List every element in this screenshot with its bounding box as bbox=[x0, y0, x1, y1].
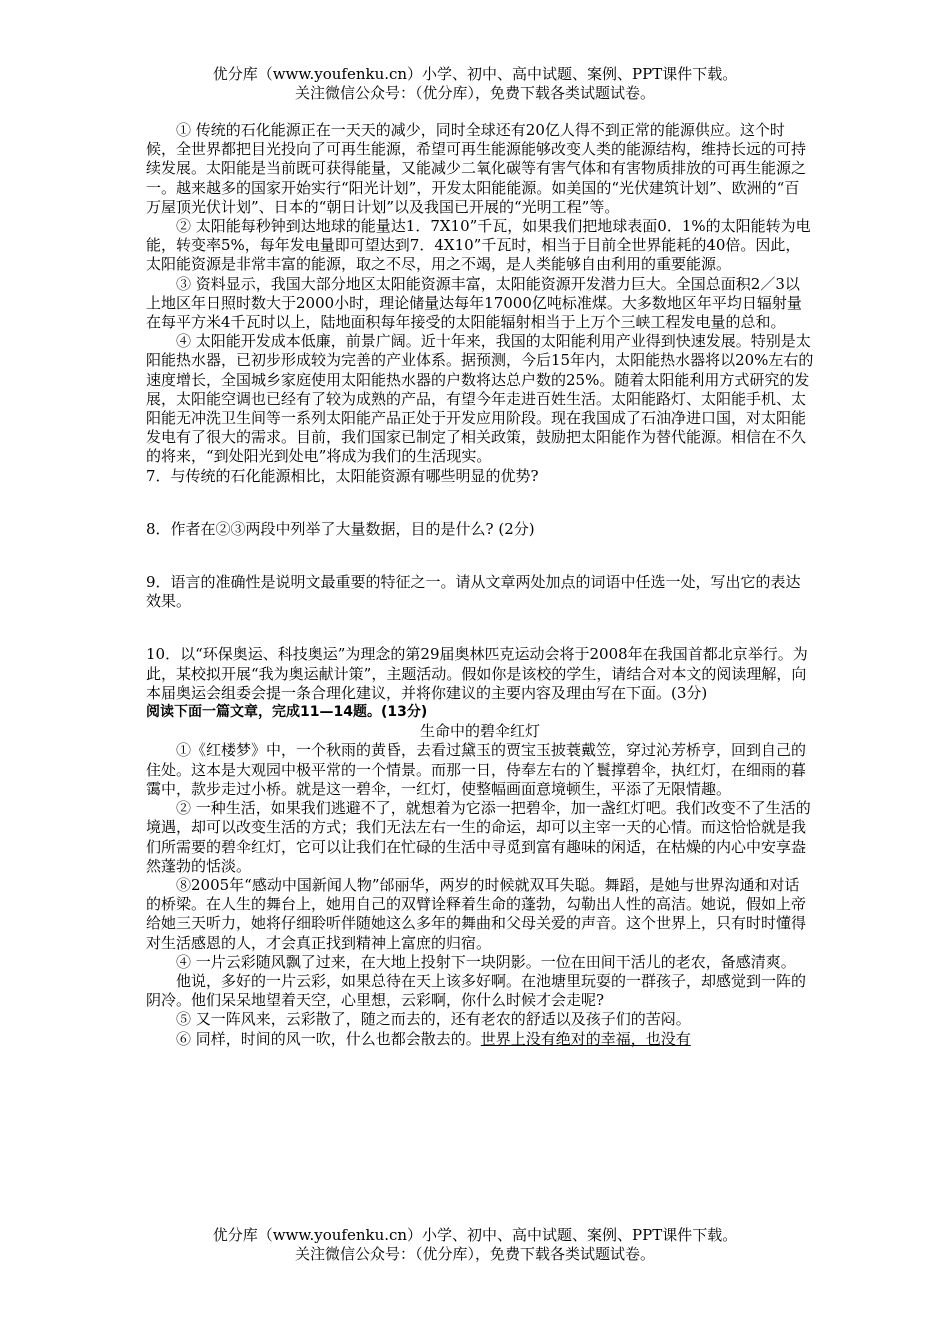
question-7: 7．与传统的石化能源相比，太阳能资源有哪些明显的优势? bbox=[146, 466, 539, 485]
article2-paragraph-4: ④ 一片云彩随风飘了过来，在大地上投射下一块阴影。一位在田间干活儿的老农，备感清爽。 bbox=[176, 952, 796, 971]
article2-paragraph-6: ⑤ 又一阵风来，云彩散了，随之而去的，还有老农的舒适以及孩子们的苦闷。 bbox=[176, 1010, 691, 1029]
header-line-2: 关注微信公众号：（优分库），免费下载各类试题试卷。 bbox=[294, 84, 655, 102]
article2-title: 生命中的碧伞红灯 bbox=[419, 722, 540, 741]
question-10: 10．以“环保奥运、科技奥运”为理念的第29届奥林匹克运动会将于2008年在我国首都北京举行。为此，某校拟开展“我为奥运献计策”，主题活动。假如你是该校的学生，请结合对本文的阅读理解，向本届奥运会组委会提一条合理化建议，并将你建议的主要内容及理由写在下面。(3分) bbox=[146, 645, 808, 702]
question-8: 8．作者在②③两段中列举了大量数据，目的是什么? (2分) bbox=[146, 519, 535, 538]
page-header bbox=[0, 65, 950, 103]
answer-space-8 bbox=[146, 539, 814, 573]
exam-content bbox=[146, 121, 814, 1049]
article2-paragraph-1: ①《红楼梦》中，一个秋雨的黄昏，去看过黛玉的贾宝玉披蓑戴笠，穿过沁芳桥亨，回到自己的住处。这本是大观园中极平常的一个情景。而那一日，侍奉左右的丫鬟撑碧伞，执红灯，在细雨的暮霭中，款步走过小桥。就是这一碧伞，一红灯，使整幅画面意境顿生，平添了无限情趣。 bbox=[146, 741, 807, 798]
footer-line-2: 关注微信公众号：（优分库），免费下载各类试题试卷。 bbox=[294, 1245, 655, 1263]
underlined-sentence: 世界上没有绝对的幸福，也没有 bbox=[480, 1029, 691, 1048]
header-line-1: 优分库（www.youfenku.cn）小学、初中、高中试题、案例、PPT课件下载。 bbox=[212, 65, 738, 83]
article2-paragraph-5: 他说，多好的一片云彩，如果总待在天上该多好啊。在池塘里玩耍的一群孩子，却感觉到一阵的阴冷。他们呆呆地望着天空，心里想，云彩啊，你什么时候才会走呢? bbox=[146, 971, 807, 1010]
answer-space-9 bbox=[146, 611, 814, 645]
page-footer bbox=[0, 1226, 950, 1264]
section-heading: 阅读下面一篇文章，完成11—14题。(13分) bbox=[146, 704, 428, 721]
article1-paragraph-2: ② 太阳能每秒钟到达地球的能量达1．7X10”千瓦，如果我们把地球表面0．1%的太阳能转为电能，转变率5%，每年发电量即可望达到7．4X10”千瓦时，相当于目前全世界能耗的40倍。因此，太阳能资源是非常丰富的能源，取之不尽，用之不竭，是人类能够自由利用的重要能源。 bbox=[146, 217, 811, 274]
footer-line-1: 优分库（www.youfenku.cn）小学、初中、高中试题、案例、PPT课件下载。 bbox=[212, 1226, 738, 1244]
article1-paragraph-3: ③ 资料显示，我国大部分地区太阳能资源丰富，太阳能资源开发潜力巨大。全国总面积2／3以上地区年日照时数大于2000小时，理论储量达每年17000亿吨标准煤。大多数地区年平均日辐射量在每平方米4千瓦时以上，陆地面积每年接受的太阳能辐射相当于上万个三峡工程发电量的总和。 bbox=[146, 274, 802, 332]
article1-paragraph-1: ① 传统的石化能源正在一天天的减少，同时全球还有20亿人得不到正常的能源供应。这个时候，全世界都把目光投向了可再生能源，希望可再生能源能够改变人类的能源结构，维持长远的可持续发展。太阳能是当前既可获得能量，又能减少二氧化碳等有害气体和有害物质排放的可再生能源之一。越来越多的国家开始实行“阳光计划”，开发太阳能能源。如美国的“光伏建筑计划”、欧洲的“百万屋顶光伏计划”、日本的“朝日计划”以及我国已开展的“光明工程”等。 bbox=[146, 121, 807, 216]
question-9: 9．语言的准确性是说明文最重要的特征之一。请从文章两处加点的词语中任选一处，写出它的表达效果。 bbox=[146, 573, 801, 611]
article2-paragraph-7 bbox=[146, 1030, 814, 1049]
answer-space-7 bbox=[146, 486, 814, 520]
article2-paragraph-2: ② 一种生活，如果我们逃避不了，就想着为它添一把碧伞，加一盏红灯吧。我们改变不了生活的境遇，却可以改变生活的方式；我们无法左右一生的命运，却可以主宰一天的心情。而这恰恰就是我们所需要的碧伞红灯，它可以让我们在忙碌的生活中寻觅到富有趣味的闲适，在枯燥的内心中安享盎然蓬勃的恬淡。 bbox=[146, 799, 811, 875]
article1-paragraph-4: ④ 太阳能开发成本低廉，前景广阔。近十年来，我国的太阳能利用产业得到快速发展。特别是太阳能热水器，已初步形成较为完善的产业体系。据预测，今后15年内，太阳能热水器将以20%左右的速度增长，全国城乡家庭使用太阳能热水器的户数将达总户数的25%。随着太阳能利用方式研究的发展，太阳能空调也已经有了较为成熟的产品，有望今年走进百姓生活。太阳能路灯、太阳能手机、太阳能无冲洗卫生间等一系列太阳能产品正处于开发应用阶段。现在我国成了石油净进口国，对太阳能发电有了很大的需求。目前，我们国家已制定了相关政策，鼓励把太阳能作为替代能源。相信在不久的将来，“到处阳光到处电”将成为我们的生活现实。 bbox=[146, 332, 814, 466]
article2-paragraph-3: ⑧2005年“感动中国新闻人物”邰丽华，两岁的时候就双耳失聪。舞蹈，是她与世界沟通和对话的桥梁。在人生的舞台上，她用自己的双臂诠释着生命的蓬勃，勾勒出人性的高洁。她说，假如上帝给她三天听力，她将仔细聆听伴随她这么多年的舞曲和父母关爱的声音。这个世界上，只有时时懂得对生活感恩的人，才会真正找到精神上富庶的归宿。 bbox=[146, 875, 807, 952]
article2-paragraph-7-text: ⑥ 同样，时间的风一吹，什么也都会散去的。 bbox=[176, 1029, 481, 1048]
